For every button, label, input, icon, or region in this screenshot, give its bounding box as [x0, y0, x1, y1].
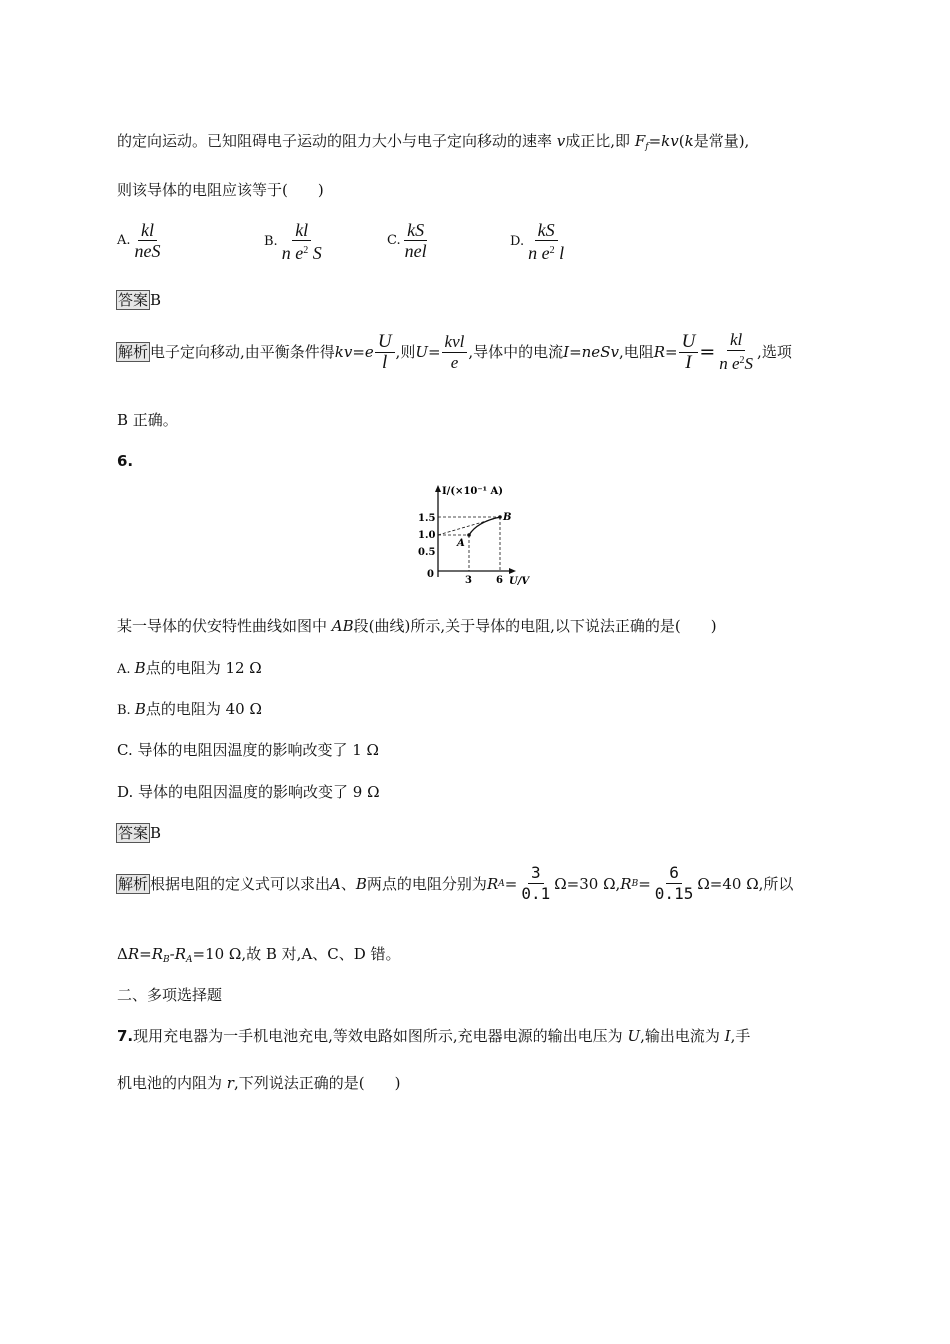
q6-graph-point-a — [467, 533, 471, 537]
q6-analysis-text-e: Ω=40 Ω,所以 — [697, 874, 794, 893]
q6-option-a-var: B — [134, 659, 146, 677]
q5-option-c-num: kS — [404, 220, 427, 241]
q5-option-d-den — [525, 241, 567, 263]
q6-graph-point-b — [498, 515, 502, 519]
q6-option-a-label: A. — [117, 662, 135, 677]
q6-number: 6. — [117, 452, 134, 470]
q5-var-F-sub: f — [645, 142, 649, 152]
q6-option-b-text: 点的电阻为 40 Ω — [145, 700, 262, 718]
q5-option-c-fraction — [402, 220, 430, 261]
q6-graph-curve-ab — [469, 517, 500, 535]
q6-graph-ytick-0-5: 0.5 — [418, 547, 436, 558]
q5-option-b-den-sup: 2 — [303, 245, 309, 256]
q6-option-c[interactable]: C. 导体的电阻因温度的影响改变了 1 Ω — [117, 741, 379, 759]
q5-analysis-frac2-den: e — [450, 352, 459, 372]
q7-stem-text-d: 机电池的内阻为 — [117, 1074, 227, 1092]
q6-graph-x-arrow — [509, 568, 516, 574]
q5-option-d-den-sup: 2 — [549, 245, 555, 256]
q5-stem-line1 — [117, 131, 749, 157]
q5-option-a[interactable] — [117, 220, 165, 261]
q6-analysis-eq1: = — [504, 874, 518, 893]
q5-option-a-num: kl — [138, 220, 157, 241]
q5-option-d-label: D. — [510, 233, 525, 249]
q6-option-b-var: B — [134, 700, 146, 718]
q6-analysis-text-a: 根据电阻的定义式可以求出 — [150, 874, 331, 893]
q6-graph-x-label: U/V — [509, 576, 530, 587]
q5-stem-text-b: 成正比,即 — [565, 132, 635, 150]
q5-option-d-den-a: n e — [528, 243, 550, 263]
q5-option-d[interactable] — [510, 220, 568, 263]
q5-analysis-text-c: ,导体中的电流 — [468, 343, 564, 361]
q6-analysis-delta-r: R=R — [127, 945, 163, 963]
q5-analysis-text-a: 电子定向移动,由平衡条件得 — [150, 343, 335, 361]
q6-analysis-delta-minus-r: -R — [169, 945, 186, 963]
q6-stem-ab: AB — [331, 617, 354, 635]
q7-stem-text-b: ,输出电流为 — [640, 1027, 725, 1045]
q7-var-r: r — [226, 1074, 234, 1092]
q5-option-c-den: nel — [404, 241, 427, 261]
q6-analysis-text-b: 、 — [340, 874, 356, 893]
q5-analysis-frac4-den — [716, 351, 756, 374]
q6-analysis-frac1-num: 3 — [528, 863, 544, 884]
q6-analysis-RA-sub: A — [498, 878, 505, 889]
q5-analysis-R: R= — [653, 343, 678, 361]
q5-analysis-frac4-den-a: n e — [719, 354, 740, 373]
q5-option-b-label: B. — [264, 233, 278, 249]
q5-analysis-text-b: ,则 — [395, 343, 416, 361]
q5-option-a-den: neS — [134, 241, 161, 261]
q6-answer — [116, 823, 161, 843]
q6-graph-label-a: A — [457, 538, 465, 549]
q5-paren: ( — [678, 132, 685, 150]
q5-option-b-den-b: S — [308, 243, 322, 263]
q7-stem-line1 — [117, 1026, 750, 1046]
q7-stem-text-c: ,手 — [730, 1027, 751, 1045]
q6-option-a-text: 点的电阻为 12 Ω — [145, 659, 262, 677]
q5-analysis-text-e: ,选项 — [757, 343, 792, 361]
q5-analysis-frac2-num: kvl — [442, 332, 468, 353]
q5-analysis-line2: B 正确。 — [117, 411, 178, 429]
q5-analysis-U: U= — [415, 343, 441, 361]
q6-stem-text-a: 某一导体的伏安特性曲线如图中 — [117, 617, 332, 635]
q5-stem-text: 的定向运动。已知阻碍电子运动的阻力大小与电子定向移动的速率 — [117, 132, 557, 150]
q5-analysis-I: I=neSv — [563, 343, 619, 361]
q6-graph-ytick-1-0: 1.0 — [418, 530, 436, 541]
q5-analysis-frac3-den: I — [685, 351, 692, 373]
q6-stem-text-b: 段(曲线)所示,关于导体的电阻,以下说法正确的是( ) — [353, 617, 717, 635]
q6-option-a[interactable] — [117, 658, 262, 680]
q7-stem-text-e: ,下列说法正确的是( ) — [233, 1074, 401, 1092]
q6-graph-origin: 0 — [427, 569, 434, 580]
q6-analysis-frac1-den: 0.1 — [521, 884, 551, 903]
q5-option-d-fraction — [525, 220, 567, 263]
q7-stem-line2 — [117, 1073, 400, 1093]
q5-var-F: F — [634, 132, 646, 150]
q5-var-kv: kv — [661, 132, 679, 150]
q6-analysis-delta-ra-sub: A — [186, 955, 193, 965]
q5-analysis-frac-u-l — [375, 332, 395, 373]
q5-option-b[interactable] — [264, 220, 326, 263]
q5-analysis-frac-kvl-e — [442, 332, 468, 373]
q6-analysis-text-d: Ω=30 Ω, — [554, 874, 621, 893]
q5-answer — [116, 290, 161, 310]
q5-analysis-text-d: ,电阻 — [618, 343, 654, 361]
q6-iv-graph — [405, 482, 535, 590]
q5-analysis-tag: 解析 — [118, 343, 149, 361]
q6-analysis-tag: 解析 — [118, 874, 149, 893]
q6-analysis-RB-sub: B — [631, 878, 639, 889]
q6-analysis-frac-rb — [652, 863, 697, 904]
q5-analysis-frac-result — [716, 330, 756, 374]
q5-analysis-frac4-den-sup: 2 — [739, 355, 745, 366]
q5-analysis-equals: = — [699, 341, 716, 363]
q5-option-b-num: kl — [292, 220, 311, 241]
q5-option-a-label: A. — [117, 232, 131, 248]
q6-analysis-B: B — [355, 874, 367, 893]
q6-option-b[interactable] — [117, 699, 262, 721]
q6-analysis-text-c: 两点的电阻分别为 — [366, 874, 487, 893]
q6-graph-ytick-1-5: 1.5 — [418, 513, 436, 524]
q6-analysis-frac2-den: 0.15 — [654, 884, 694, 903]
q5-stem-text-e: 是常量), — [693, 132, 750, 150]
q6-stem — [117, 616, 717, 636]
q6-analysis-frac2-num: 6 — [666, 863, 682, 884]
q5-option-a-fraction — [132, 220, 164, 261]
q6-answer-value: B — [150, 824, 162, 842]
section-heading: 二、多项选择题 — [117, 986, 223, 1004]
q5-option-c[interactable] — [387, 220, 431, 261]
q7-stem-text-a: 现用充电器为一手机电池充电,等效电路如图所示,充电器电源的输出电压为 — [133, 1027, 628, 1045]
q5-var-k: k — [684, 132, 694, 150]
q5-analysis-kv: kv=e — [334, 343, 374, 361]
q5-answer-tag: 答案 — [118, 291, 149, 309]
q6-graph-y-label: I/(×10⁻¹ A) — [442, 486, 503, 497]
q7-var-U: U — [627, 1027, 641, 1045]
q7-var-I: I — [724, 1027, 731, 1045]
q5-option-d-den-b: l — [554, 243, 565, 263]
q5-analysis-frac-u-i — [679, 332, 699, 373]
q6-analysis-RA: R — [486, 874, 499, 893]
q5-analysis-frac4-den-b: S — [744, 354, 754, 373]
q5-option-b-fraction — [279, 220, 325, 263]
q5-option-b-den-a: n e — [281, 243, 304, 263]
q6-graph-y-arrow — [435, 485, 441, 492]
q6-option-d[interactable]: D. 导体的电阻因温度的影响改变了 9 Ω — [117, 783, 380, 801]
q6-graph-label-b: B — [503, 512, 512, 523]
q6-analysis-frac-ra — [518, 863, 553, 904]
q5-option-d-num: kS — [535, 220, 558, 241]
q5-stem-line2: 则该导体的电阻应该等于( ) — [117, 181, 324, 199]
q5-analysis-frac1-num: U — [375, 332, 395, 353]
q5-analysis-frac1-den: l — [382, 351, 388, 373]
q6-answer-tag: 答案 — [118, 824, 149, 842]
q5-analysis-frac4-num: kl — [727, 330, 745, 351]
q5-answer-value: B — [150, 291, 162, 309]
q6-graph-xtick-6: 6 — [496, 575, 503, 586]
q5-option-c-label: C. — [387, 232, 401, 248]
q6-analysis-RB: R — [620, 874, 632, 893]
q6-analysis-line2 — [117, 944, 401, 970]
q7-number: 7. — [117, 1027, 134, 1045]
q5-analysis-line1 — [116, 330, 792, 374]
q5-option-b-den — [279, 241, 325, 263]
q6-graph-xtick-3: 3 — [465, 575, 472, 586]
q5-analysis-frac3-num: U — [679, 332, 699, 353]
q5-var-v: v — [556, 132, 566, 150]
q6-analysis-conclusion: =10 Ω,故 B 对,A、C、D 错。 — [192, 945, 401, 963]
q6-analysis-line1 — [116, 863, 793, 904]
q6-option-b-label: B. — [117, 703, 135, 718]
q6-analysis-A: A — [330, 874, 341, 893]
q5-eq: = — [648, 132, 662, 150]
q6-analysis-delta: Δ — [117, 945, 128, 963]
q6-analysis-eq2: = — [638, 874, 651, 893]
q6-analysis-delta-rb-sub: B — [163, 955, 170, 965]
